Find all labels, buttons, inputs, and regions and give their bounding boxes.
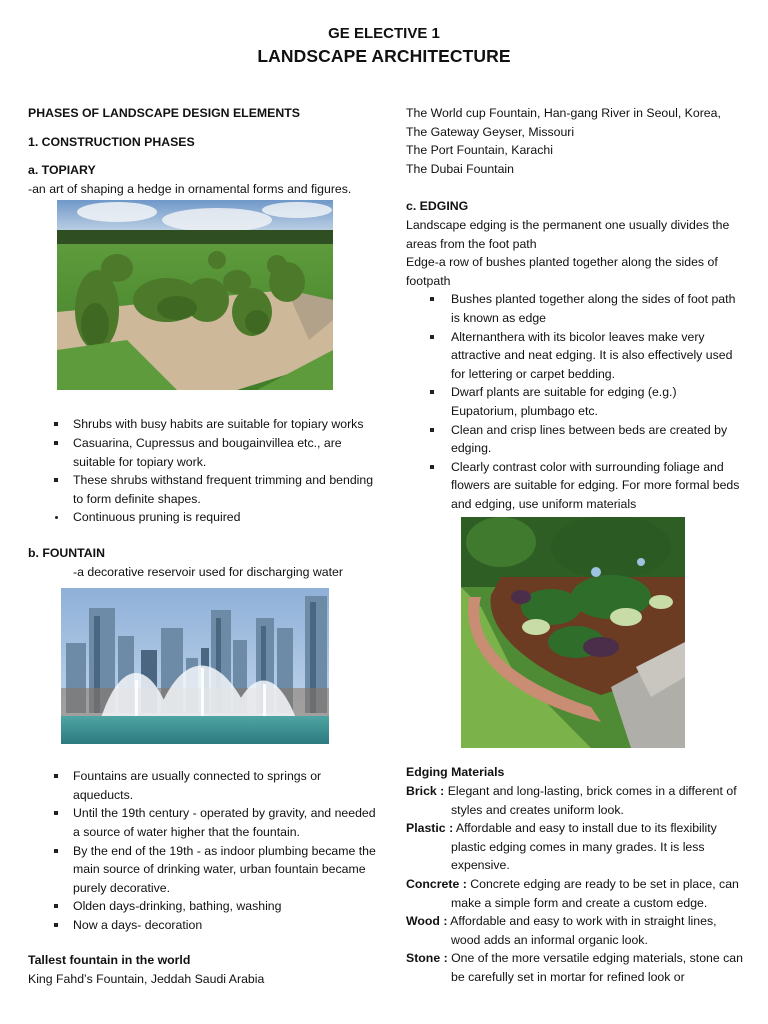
list-item: Continuous pruning is required — [28, 508, 378, 527]
phase-title: 1. CONSTRUCTION PHASES — [28, 134, 195, 149]
material-brick — [406, 782, 746, 819]
fountain-definition: -a decorative reservoir used for discharging water — [73, 564, 343, 579]
material-term: Plastic : — [406, 821, 454, 836]
material-text: Concrete edging are ready to be set in place, can make a simple form and create a custom edge. — [451, 877, 739, 910]
tallest-fountain-heading: Tallest fountain in the world — [28, 953, 191, 968]
list-item: Fountains are usually connected to springs or aqueducts. — [28, 767, 378, 804]
list-item: Clearly contrast color with surrounding foliage and flowers are suitable for edging. For more formal beds and edging, use uniform materials — [406, 458, 746, 514]
topiary-photo — [57, 200, 333, 390]
edging-definition: Landscape edging is the permanent one usually divides the areas from the foot path — [406, 217, 730, 251]
list-item: Now a days- decoration — [28, 916, 378, 935]
fountain-list-item: The Dubai Fountain — [406, 161, 515, 176]
list-item: Dwarf plants are suitable for edging (e.g.) Eupatorium, plumbago etc. — [406, 383, 746, 420]
list-item: Olden days-drinking, bathing, washing — [28, 897, 378, 916]
list-item: These shrubs withstand frequent trimming and bending to form definite shapes. — [28, 471, 378, 508]
fountain-bullet-list — [28, 767, 378, 934]
fountain-list-item: The Gateway Geyser, Missouri — [406, 124, 575, 139]
section-title: PHASES OF LANDSCAPE DESIGN ELEMENTS — [28, 106, 300, 120]
material-term: Brick : — [406, 784, 445, 799]
material-text: Elegant and long-lasting, brick comes in a different of styles and creates uniform look. — [444, 784, 737, 817]
list-item: Clean and crisp lines between beds are created by edging. — [406, 421, 746, 458]
list-item: Shrubs with busy habits are suitable for topiary works — [28, 415, 378, 434]
material-wood — [406, 912, 746, 949]
tallest-fountain-first: King Fahd’s Fountain, Jeddah Saudi Arabia — [28, 972, 265, 987]
fountain-heading: b. FOUNTAIN — [28, 545, 105, 560]
list-item: Alternanthera with its bicolor leaves make very attractive and neat edging. It is also effectively used for lettering or carpet bedding. — [406, 328, 746, 384]
list-item: Bushes planted together along the sides of foot path is known as edge — [406, 290, 746, 327]
edging-heading: c. EDGING — [406, 199, 469, 214]
material-term: Wood : — [406, 914, 448, 929]
page-title: LANDSCAPE ARCHITECTURE — [257, 46, 511, 66]
material-text: Affordable and easy to work with in straight lines, wood adds an informal organic look. — [447, 914, 717, 947]
fountain-list-item: The Port Fountain, Karachi — [406, 143, 553, 158]
list-item: By the end of the 19th - as indoor plumbing became the main source of drinking water, urban fountain became purely decorative. — [28, 842, 378, 898]
edging-materials-heading: Edging Materials — [406, 765, 505, 780]
topiary-heading: a. TOPIARY — [28, 163, 96, 178]
material-text: Affordable and easy to install due to its flexibility plastic edging comes in many grades. It is less expensive. — [451, 821, 717, 873]
material-text: One of the more versatile edging materials, stone can be carefully set in mortar for refined look or — [447, 951, 743, 984]
list-item: Casuarina, Cupressus and bougainvillea etc., are suitable for topiary work. — [28, 434, 378, 471]
list-item: Until the 19th century - operated by gravity, and needed a source of water higher that the fountain. — [28, 804, 378, 841]
material-term: Concrete : — [406, 877, 467, 892]
edging-photo — [461, 517, 685, 748]
material-term: Stone : — [406, 951, 448, 966]
fountain-photo — [61, 588, 329, 744]
topiary-definition: -an art of shaping a hedge in ornamental forms and figures. — [28, 181, 352, 196]
edging-definition-2: Edge-a row of bushes planted together along the sides of footpath — [406, 255, 718, 288]
document-header — [0, 24, 768, 68]
material-stone — [406, 949, 746, 986]
fountain-list-item: The World cup Fountain, Han-gang River in Seoul, Korea, — [406, 106, 721, 120]
material-concrete — [406, 875, 746, 912]
edging-bullet-list — [406, 290, 746, 513]
material-plastic — [406, 819, 746, 875]
topiary-bullet-list — [28, 415, 378, 527]
course-title: GE ELECTIVE 1 — [328, 25, 440, 42]
